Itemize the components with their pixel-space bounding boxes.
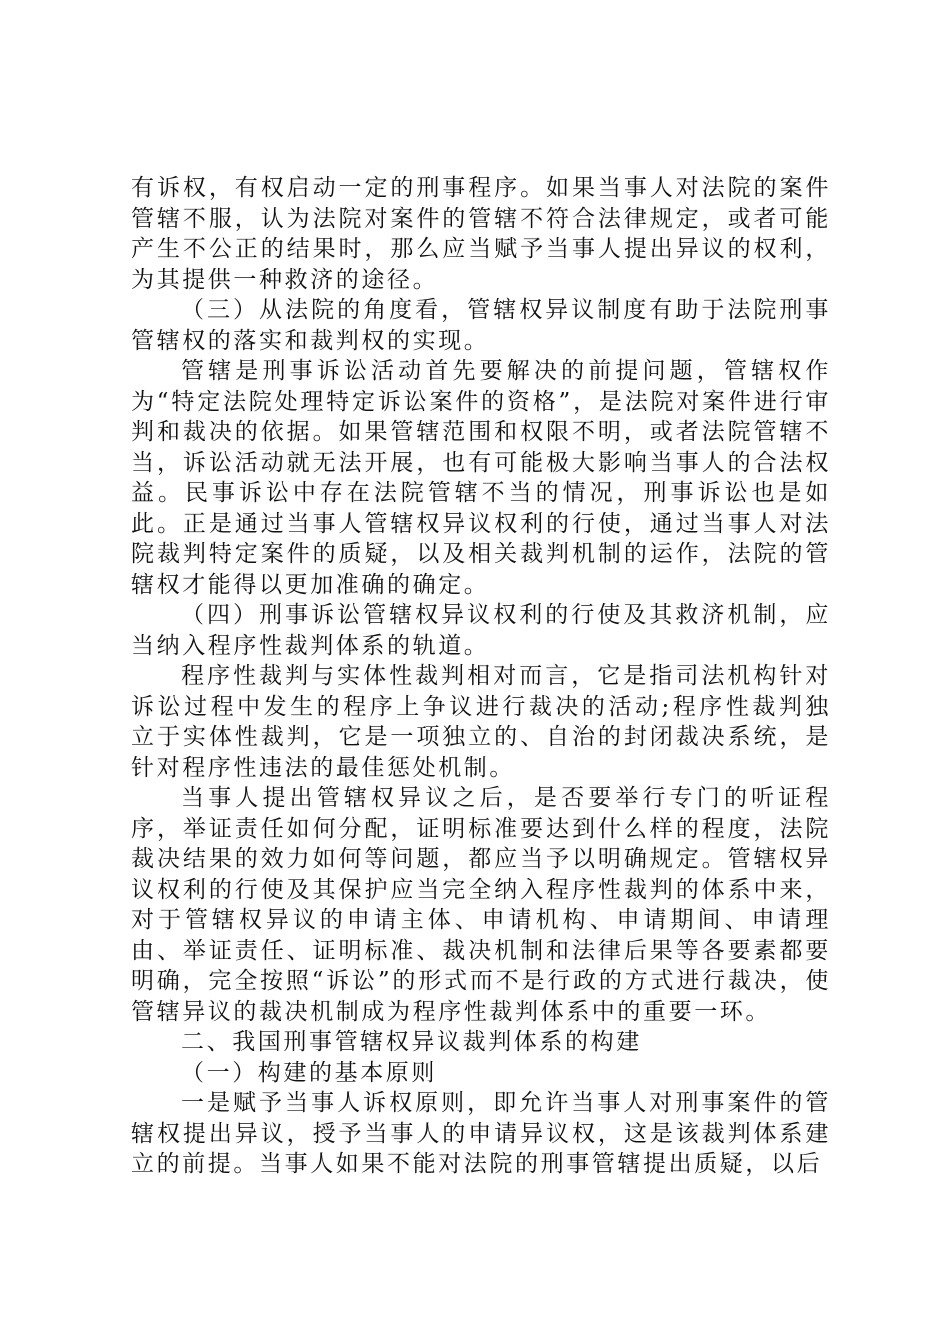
paragraph-section-three-heading: （三）从法院的角度看，管辖权异议制度有助于法院刑事管辖权的落实和裁判权的实现。 xyxy=(131,297,831,354)
paragraph-jurisdiction-premise: 管辖是刑事诉讼活动首先要解决的前提问题，管辖权作为“特定法院处理特定诉讼案件的资格”，是法院对案件进行审判和裁决的依据。如果管辖范围和权限不明，或者法院管辖不当，诉讼活动就无法开展，也有可能极大影响当事人的合法权益。民事诉讼中存在法院管辖不当的情况，刑事诉讼也是如此。正是通过当事人管辖权异议权利的行使，通过当事人对法院裁判特定案件的质疑，以及相关裁判机制的运作，法院的管辖权才能得以更加准确的确定。 xyxy=(131,358,831,598)
paragraph-first-principle: 一是赋予当事人诉权原则，即允许当事人对刑事案件的管辖权提出异议，授予当事人的申请异议权，这是该裁判体系建立的前提。当事人如果不能对法院的刑事管辖提出质疑，以后 xyxy=(131,1090,831,1177)
paragraph-objection-procedure: 当事人提出管辖权异议之后，是否要举行专门的听证程序，举证责任如何分配，证明标准要达到什么样的程度，法院裁决结果的效力如何等问题，都应当予以明确规定。管辖权异议权利的行使及其保护应当完全纳入程序性裁判的体系中来，对于管辖权异议的申请主体、申请机构、申请期间、申请理由、举证责任、证明标准、裁决机制和法律后果等各要素都要明确，完全按照“诉讼”的形式而不是行政的方式进行裁决，使管辖异议的裁决机制成为程序性裁判体系中的重要一环。 xyxy=(131,785,831,1025)
paragraph-chapter-two-heading: 二、我国刑事管辖权异议裁判体系的构建 xyxy=(181,1029,642,1055)
paragraph-procedural-ruling: 程序性裁判与实体性裁判相对而言，它是指司法机构针对诉讼过程中发生的程序上争议进行裁决的活动;程序性裁判独立于实体性裁判，它是一项独立的、自治的封闭裁决系统，是针对程序性违法的最佳惩处机制。 xyxy=(131,663,831,781)
paragraph-section-four-heading: （四）刑事诉讼管辖权异议权利的行使及其救济机制，应当纳入程序性裁判体系的轨道。 xyxy=(131,602,831,659)
document-body xyxy=(131,173,831,1180)
paragraph-continuation: 有诉权，有权启动一定的刑事程序。如果当事人对法院的案件管辖不服，认为法院对案件的管辖不符合法律规定，或者可能产生不公正的结果时，那么应当赋予当事人提出异议的权利，为其提供一种救济的途径。 xyxy=(131,175,831,293)
paragraph-basic-principles-heading: （一）构建的基本原则 xyxy=(181,1059,437,1086)
